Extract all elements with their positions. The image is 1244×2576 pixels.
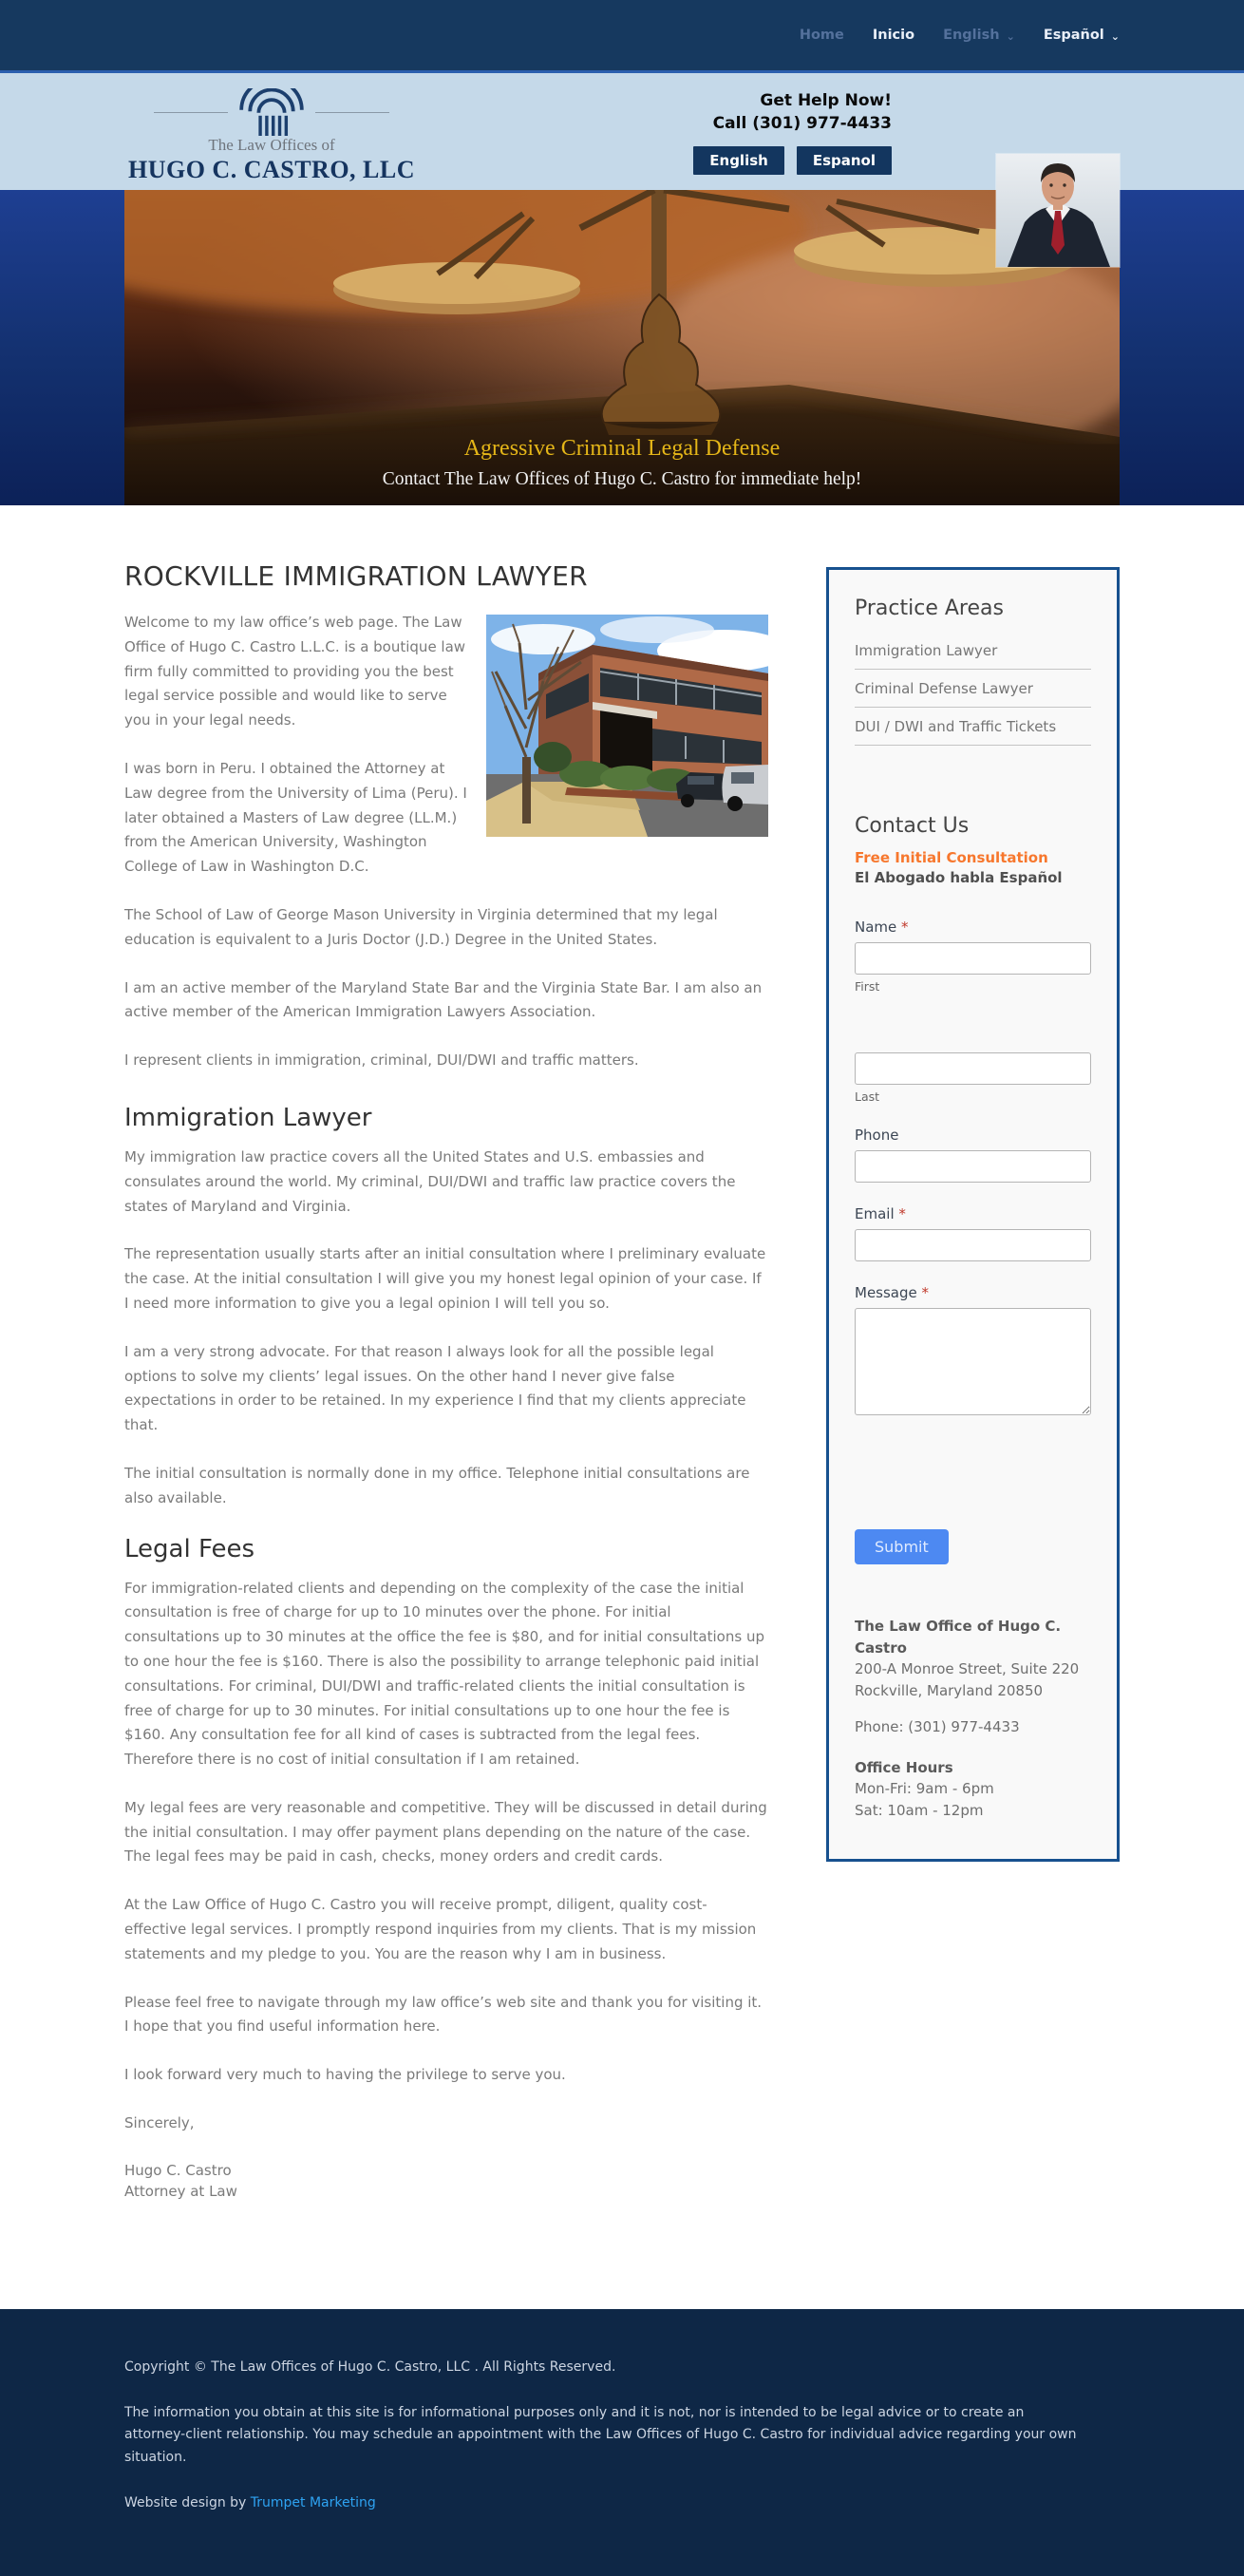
office-hours-saturday: Sat: 10am - 12pm [855,1801,984,1819]
copyright-text: Copyright © The Law Offices of Hugo C. Castro, LLC . All Rights Reserved. [124,2358,616,2375]
nav-item-espanol[interactable] [1044,28,1120,43]
logo-left-rule [154,112,228,113]
office-street: 200-A Monroe Street, Suite 220 [855,1660,1080,1677]
nav-item-inicio[interactable] [873,28,914,43]
section-heading-immigration: Immigration Lawyer [124,1103,372,1132]
chevron-down-icon: ⌄ [1006,29,1015,43]
signature-block [124,2112,768,2203]
required-asterisk: * [898,1205,906,1222]
logo-title: HUGO C. CASTRO, LLC [127,156,416,183]
intro-paragraph: The School of Law of George Mason University in Virginia determined that my legal education is equivalent to a Juris Doctor (J.D.) Degree in the United States. [124,905,718,948]
email-input[interactable] [855,1229,1091,1261]
phone-input[interactable] [855,1150,1091,1183]
office-building-photo [486,615,768,837]
fees-paragraph: At the Law Office of Hugo C. Castro you will receive prompt, diligent, quality cost-effective legal services. I promptly respond inquiries from my clients. That is my mission statements and my pledge to you. You are the reason why I am in business. [124,1896,757,1962]
sincerely-text: Sincerely, [124,2114,195,2132]
first-sublabel: First [855,979,880,994]
spanish-spoken-text: El Abogado habla Español [855,869,1063,886]
intro-paragraph: Welcome to my law office’s web page. The Law Office of Hugo C. Castro L.L.C. is a boutique law firm fully committed to providing you the best legal service possible and would like to serve you in your legal needs. [124,614,466,729]
chevron-down-icon: ⌄ [1110,29,1120,43]
header-call-to-action [693,90,892,175]
office-name: The Law Office of Hugo C. Castro [855,1618,1062,1657]
attorney-portrait-photo [996,154,1120,267]
nav-english-label: English [943,28,1000,43]
nav-inicio-label: Inicio [872,28,915,43]
get-help-text: Get Help Now! [760,91,892,110]
sidebar [826,567,1120,1862]
office-phone: Phone: (301) 977-4433 [855,1718,1020,1735]
required-asterisk: * [901,919,909,936]
columns-portico-icon [228,88,315,136]
office-city: Rockville, Maryland 20850 [855,1681,1044,1699]
logo-right-rule [315,112,389,113]
name-label: Name * [855,919,909,936]
english-button[interactable]: English [693,146,784,175]
scales-of-justice-photo [124,190,1120,505]
fees-paragraph: For immigration-related clients and depending on the complexity of the case the initial consultation is free of charge for up to 10 minutes over the phone. For initial consultations up to 30 minutes at the office the fee is $80, and for initial consultations up to one hour the fee is $160. There is also the possibility to arrange telephonic paid initial consultations. For criminal, DUI/DWI and traffic-related clients the initial consultation is free of charge for up to 30 minutes. For initial consultations up to one hour the fee is $160. Any consultation fee for all kind of cases is subtracted from the legal fees. Therefore there is no cost of initial consultation if I am retained. [124,1579,764,1769]
practice-areas-heading: Practice Areas [855,597,1004,620]
phone-label: Phone [855,1127,899,1144]
site-logo[interactable] [124,88,419,184]
fees-paragraph: My legal fees are very reasonable and competitive. They will be discussed in detail during the initial consultation. I may offer payment plans depending on the nature of the case. The legal fees may be paid in cash, checks, money orders and credit cards. [124,1798,767,1866]
free-consultation-text: Free Initial Consultation [855,849,1048,866]
trumpet-marketing-link[interactable]: Trumpet Marketing [250,2495,376,2511]
nav-espanol-label: Español [1043,28,1104,43]
message-textarea[interactable] [855,1308,1091,1415]
required-asterisk: * [921,1284,930,1301]
signature-name: Hugo C. Castro [124,2161,232,2179]
fees-paragraph: I look forward very much to having the privilege to serve you. [124,2066,566,2084]
hero-subtitle: Contact The Law Offices of Hugo C. Castro for immediate help! [382,469,862,489]
design-credit: Website design by Trumpet Marketing [124,2495,376,2511]
hero-text-overlay [124,436,1120,490]
signature-title: Attorney at Law [124,2183,237,2201]
name-first-input[interactable] [855,942,1091,975]
site-header [0,73,1244,190]
intro-paragraph: I am an active member of the Maryland State Bar and the Virginia State Bar. I am also an active member of the American Immigration Lawyers Association. [124,978,763,1021]
top-nav [800,28,1120,43]
immigration-paragraph: My immigration law practice covers all the United States and U.S. embassies and consulates around the world. My criminal, DUI/DWI and traffic law practice covers the states of Maryland and Virginia. [124,1147,736,1215]
legal-disclaimer-text: The information you obtain at this site is for informational purposes only and it is not, nor is intended to be legal advice or to create an attorney-client relationship. You may schedule an appointment with the Law Offices of Hugo C. Castro for individual advice regarding your own situation. [124,2404,1077,2466]
top-navigation-bar [0,0,1244,73]
article-column [124,560,768,2203]
hero-title: Agressive Criminal Legal Defense [463,436,781,461]
name-last-input[interactable] [855,1052,1091,1085]
office-hours-weekday: Mon-Fri: 9am - 6pm [855,1780,994,1797]
fees-paragraph: Please feel free to navigate through my law office’s web site and thank you for visiting it. I hope that you find useful information here. [124,1993,763,2036]
section-heading-legal-fees: Legal Fees [124,1534,255,1563]
office-hours-heading: Office Hours [855,1758,953,1776]
nav-item-home[interactable] [800,28,844,43]
email-label: Email * [855,1205,906,1222]
intro-paragraph: I was born in Peru. I obtained the Attorney at Law degree from the University of Lima (Peru). I later obtained a Masters of Law degree (LL.M.) from the American University, Washington College of Law in Washington D.C. [124,759,467,876]
office-address-block [855,1616,1091,1821]
page-title: ROCKVILLE IMMIGRATION LAWYER [124,560,588,592]
nav-home-label: Home [799,28,844,43]
practice-area-immigration[interactable]: Immigration Lawyer [855,632,1091,670]
immigration-paragraph: I am a very strong advocate. For that reason I always look for all the possible legal options to solve my clients’ legal issues. On the other hand I never give false expectations in order to be retained. In my experience I find that my clients appreciate that. [124,1342,746,1434]
logo-subtitle: The Law Offices of [208,136,335,154]
practice-areas-list [855,632,1091,746]
practice-area-dui-dwi[interactable]: DUI / DWI and Traffic Tickets [855,708,1091,746]
espanol-button[interactable]: Espanol [797,146,892,175]
contact-form [855,919,1091,1564]
immigration-paragraph: The representation usually starts after an initial consultation where I preliminary evaluate the case. At the initial consultation I will give you my honest legal opinion of your case. If I need more information to give you a legal opinion I will tell you so. [124,1245,766,1312]
nav-item-english[interactable] [943,28,1015,43]
contact-us-heading: Contact Us [855,814,970,838]
last-sublabel: Last [855,1089,880,1104]
site-footer [0,2309,1244,2576]
main-content [0,505,1244,2309]
message-label: Message * [855,1284,930,1301]
submit-button[interactable]: Submit [855,1529,949,1564]
practice-area-criminal-defense[interactable]: Criminal Defense Lawyer [855,670,1091,708]
immigration-paragraph: The initial consultation is normally done in my office. Telephone initial consultations are also available. [124,1464,750,1506]
call-phone-text: Call (301) 977-4433 [712,113,892,133]
intro-paragraph: I represent clients in immigration, criminal, DUI/DWI and traffic matters. [124,1051,639,1070]
